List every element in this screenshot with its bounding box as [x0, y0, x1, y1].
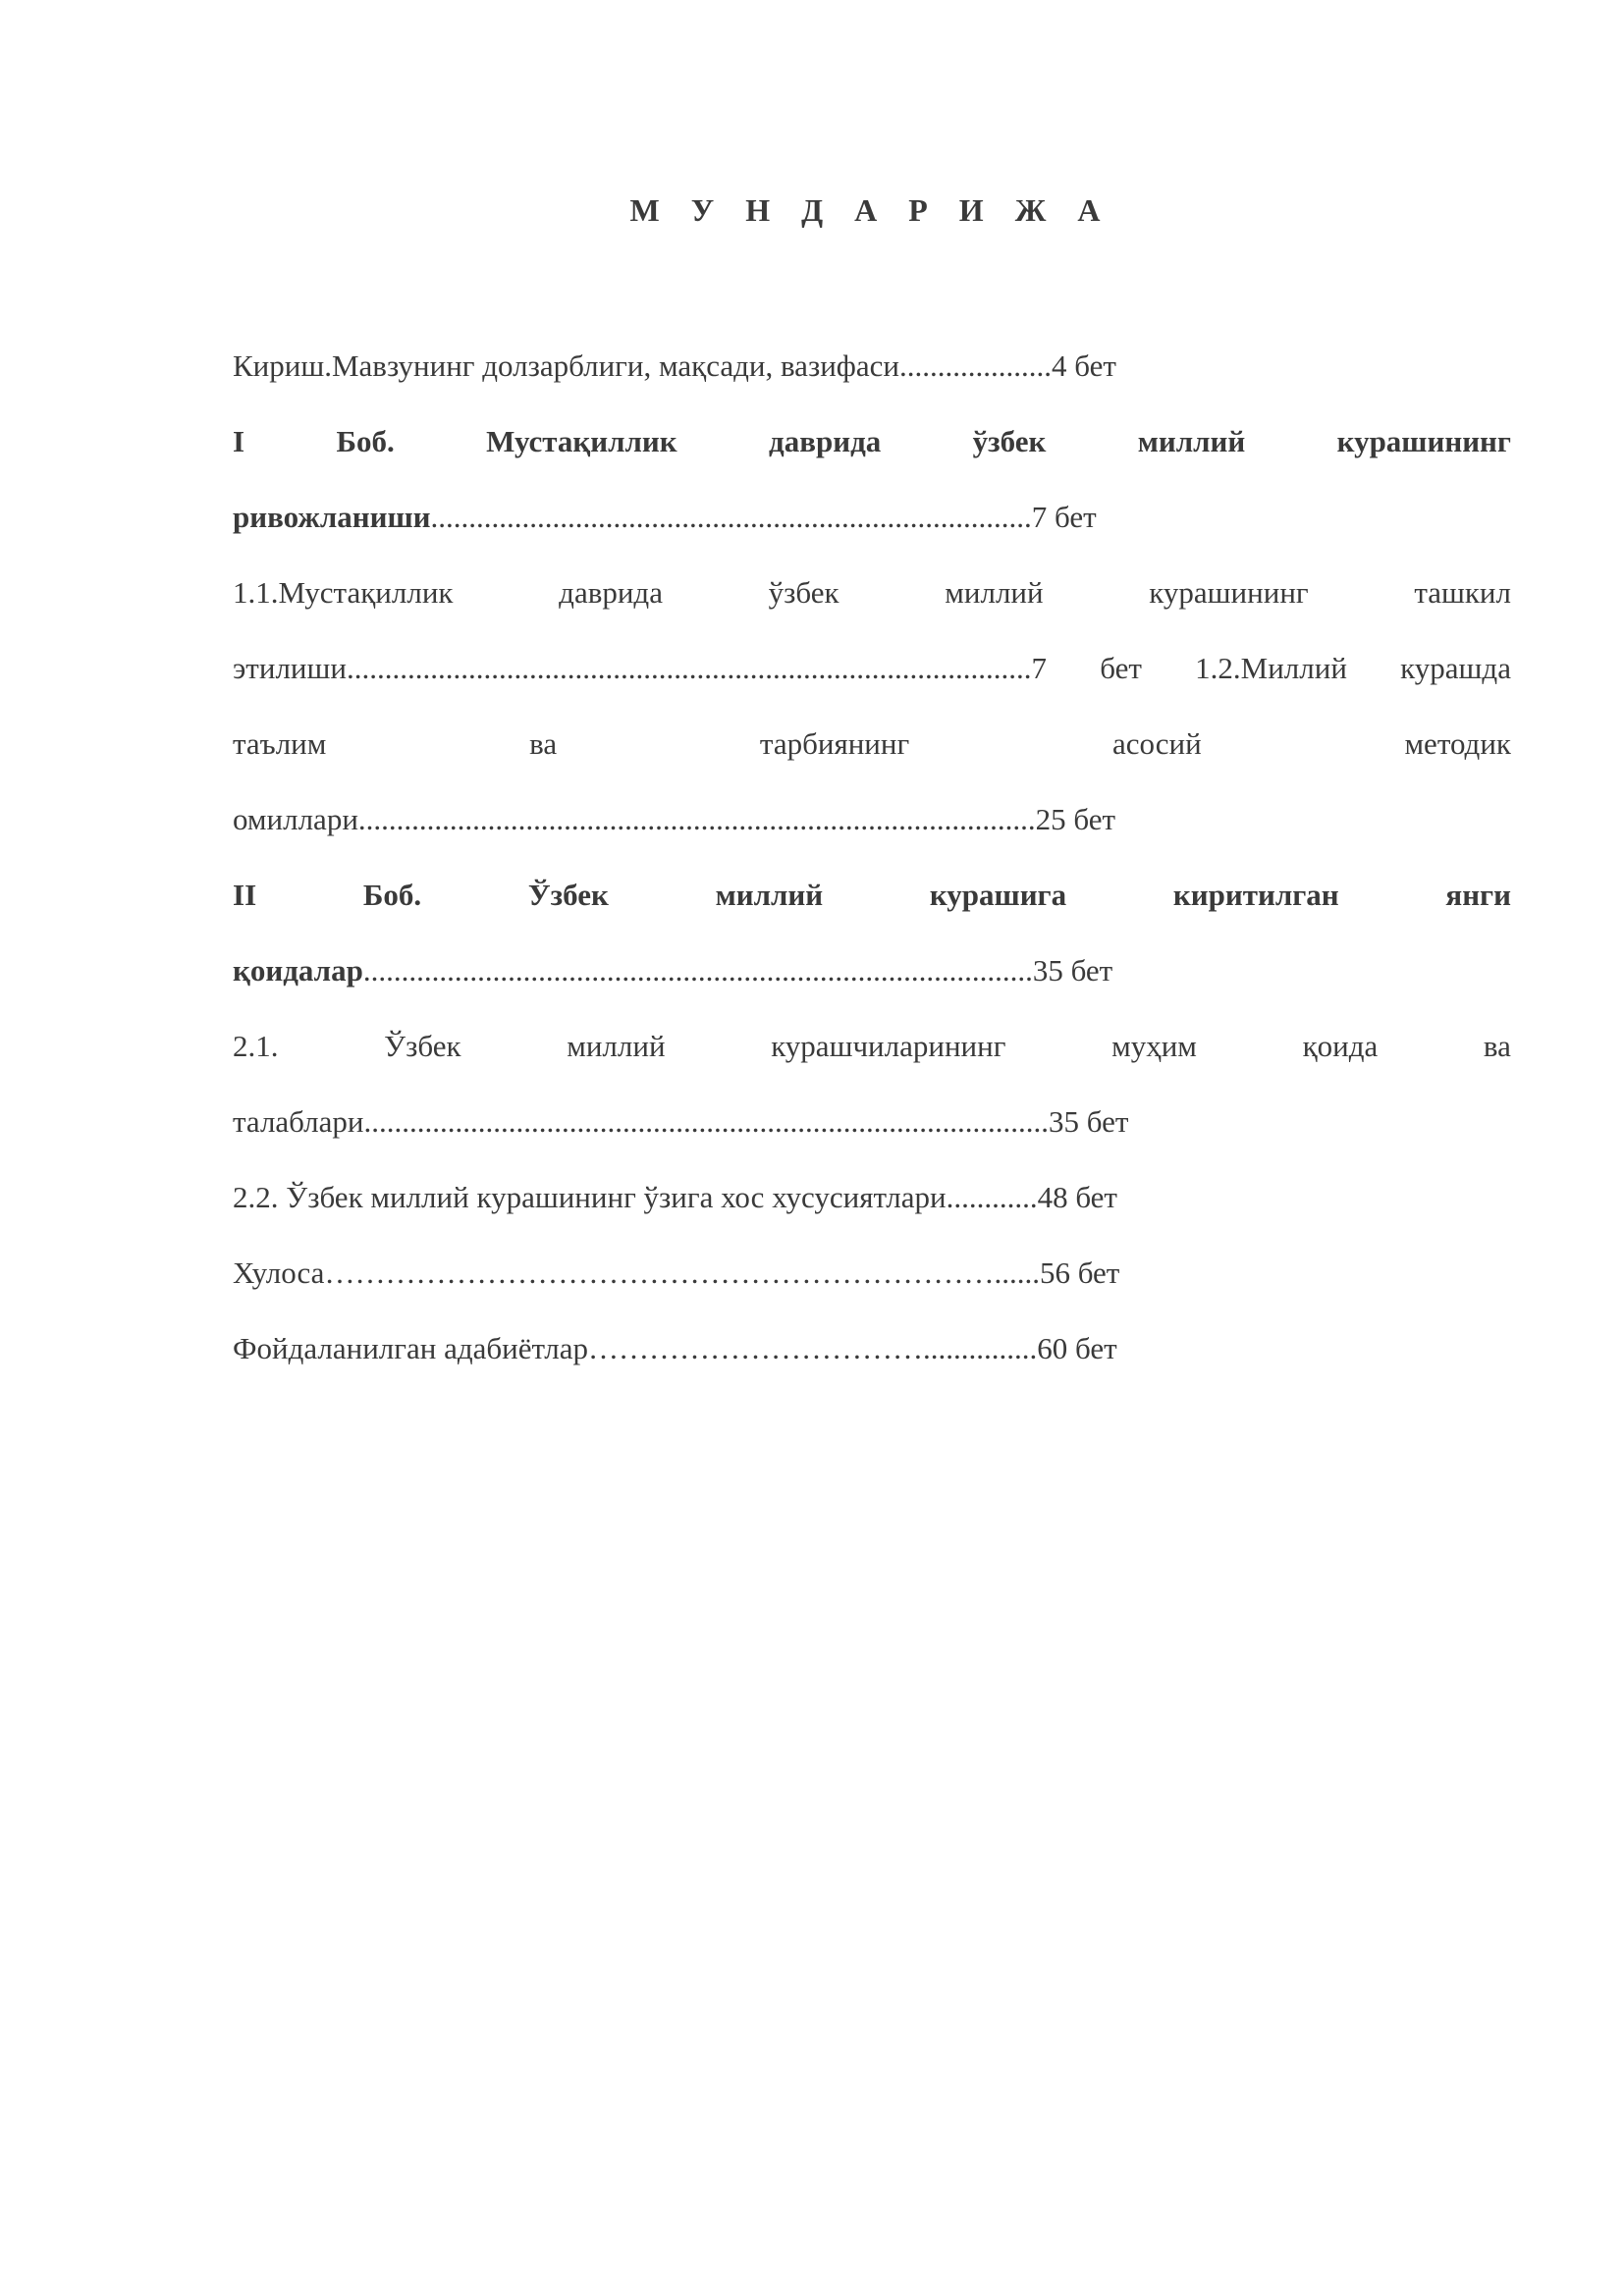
toc-chapter-1-tail-leader: ...............................................................................7 бет [430, 500, 1097, 534]
toc-word: курашчиларининг [771, 1029, 1006, 1063]
toc-word: миллий [715, 878, 824, 912]
toc-word: методик [1404, 726, 1511, 761]
toc-chapter-1-heading [233, 419, 1511, 495]
toc-word: Ўзбек [527, 878, 609, 912]
toc-chapter-2-tail-bold: қоидалар [233, 953, 363, 988]
toc-word: ташкил [1414, 575, 1511, 610]
toc-word: даврида [559, 575, 663, 610]
toc-word: Ўзбек [384, 1029, 461, 1063]
toc-conclusion: Хулоса…………………………………………………………......56 бет [233, 1255, 1120, 1290]
toc-section-2-1 [233, 1024, 1511, 1099]
toc-section-1-2-tail: омиллари.........................................................................................25 бет [233, 802, 1116, 836]
toc-word: асосий [1111, 726, 1202, 761]
toc-word: 1.2.Миллий [1195, 651, 1347, 685]
toc-word: киритилган [1172, 878, 1339, 912]
toc-word: Боб. [336, 424, 395, 458]
toc-section-2-2: 2.2. Ўзбек миллий курашининг ўзига хос хусусиятлари............48 бет [233, 1180, 1117, 1214]
toc-section-1-1-tail [233, 646, 1511, 721]
toc-word: миллий [945, 575, 1044, 610]
toc-section-2-1-tail: талаблари..........................................................................................35 бет [233, 1104, 1129, 1139]
toc-word: муҳим [1111, 1029, 1197, 1063]
toc-word: 2.1. [233, 1029, 279, 1063]
toc-word: этилиши..........................................................................................7 [233, 651, 1047, 685]
toc-word: Боб. [362, 878, 422, 912]
toc-word: I [233, 424, 245, 458]
toc-word: курашининг [1336, 424, 1511, 458]
toc-chapter-1-tail-bold: ривожланиши [233, 500, 431, 534]
page-title: М У Н Д А Р И Ж А [629, 192, 1112, 228]
toc-word: ва [529, 726, 558, 761]
toc-word: таълим [233, 726, 327, 761]
toc-word: ўзбек [972, 424, 1047, 458]
toc-word: курашига [929, 878, 1067, 912]
toc-chapter-2-tail-leader: ........................................................................................35 бет [362, 953, 1113, 988]
toc-word: курашининг [1149, 575, 1309, 610]
toc-word: қоида [1302, 1029, 1379, 1063]
toc-chapter-2-heading [233, 873, 1511, 948]
toc-word: бет [1100, 651, 1142, 685]
toc-word: ўзбек [768, 575, 839, 610]
toc-references: Фойдаланилган адабиётлар……………………………...............60 бет [233, 1331, 1117, 1365]
toc-word: 1.1.Мустақиллик [233, 575, 454, 610]
toc-word: ва [1483, 1029, 1511, 1063]
toc-word: миллий [1137, 424, 1246, 458]
toc-word: миллий [567, 1029, 666, 1063]
toc-chapter-1-tail [233, 495, 1511, 570]
table-of-contents [233, 344, 1511, 1402]
toc-word: курашда [1400, 651, 1511, 685]
toc-chapter-2-tail [233, 948, 1511, 1024]
toc-section-1-2 [233, 721, 1511, 797]
toc-intro: Кириш.Мавзунинг долзарблиги, мақсади, вазифаси....................4 бет [233, 348, 1116, 383]
toc-word: Мустақиллик [486, 424, 677, 458]
toc-word: тарбиянинг [759, 726, 910, 761]
toc-section-1-1 [233, 570, 1511, 646]
toc-word: II [233, 878, 257, 912]
toc-word: янги [1445, 878, 1511, 912]
toc-word: даврида [769, 424, 882, 458]
